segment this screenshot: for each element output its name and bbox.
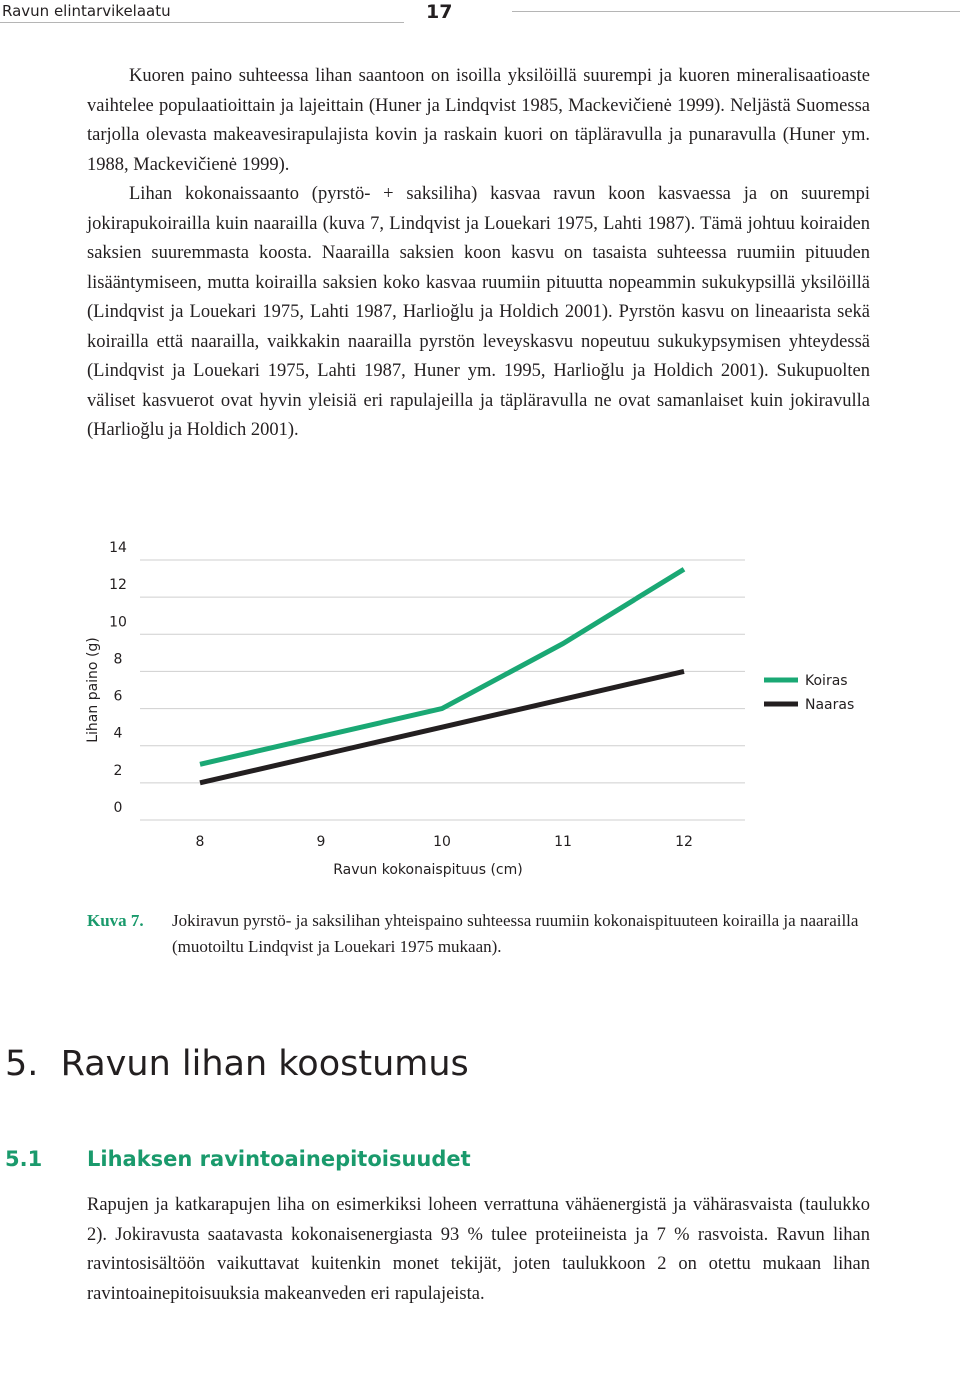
running-title: Ravun elintarvikelaatu	[2, 2, 171, 20]
x-tick-label: 11	[554, 834, 572, 850]
y-tick-label: 14	[109, 540, 127, 556]
y-tick-label: 6	[113, 688, 123, 705]
subsection-number: 5.1	[5, 1147, 43, 1171]
x-tick-label: 10	[433, 834, 451, 850]
y-tick-label: 12	[109, 577, 127, 594]
x-tick-label: 8	[195, 834, 205, 850]
page-header	[0, 0, 960, 30]
x-tick-labels	[196, 834, 693, 850]
y-tick-label: 2	[113, 762, 123, 779]
series-line-koiras	[200, 569, 684, 764]
legend-label: Naaras	[805, 697, 855, 713]
caption-text: Jokiravun pyrstö- ja saksilihan yhteispaino suhteessa ruumiin kokonaispituuteen koirailla ja naarailla (muotoiltu Lindqvist ja Louekari 1975 mukaan).	[172, 911, 859, 956]
legend-label: Koiras	[805, 673, 848, 689]
body-text-bottom	[87, 1191, 870, 1309]
line-chart	[0, 540, 960, 880]
header-rule-right	[512, 11, 960, 12]
section-title: Ravun lihan koostumus	[60, 1044, 469, 1084]
chart-series	[200, 569, 684, 783]
x-tick-label: 12	[675, 834, 693, 850]
x-axis-label: Ravun kokonaispituus (cm)	[333, 862, 523, 878]
y-tick-label: 8	[113, 651, 123, 668]
paragraph-1: Kuoren paino suhteessa lihan saantoon on isoilla yksilöillä suurempi ja kuoren mineralisaatioaste vaihtelee populaatioittain ja lajeittain (Huner ja Lindqvist 1985, Mackevičienė 1999). Neljästä Suomessa tarjolla olevasta makeavesirapulajista kovin ja raskain kuori on täpläravulla ja punaravulla (Huner ym. 1988, Mackevičienė 1999).	[87, 66, 870, 175]
body-text-top	[87, 62, 870, 446]
subsection-title: Lihaksen ravintoainepitoisuudet	[87, 1147, 471, 1171]
header-rule-left	[0, 22, 404, 23]
section-heading	[5, 1044, 469, 1084]
y-axis-label: Lihan paino (g)	[85, 637, 101, 743]
caption-label: Kuva 7.	[87, 911, 144, 930]
y-tick-label: 0	[113, 800, 123, 816]
y-tick-label: 10	[109, 614, 127, 631]
chart-grid	[140, 560, 745, 820]
y-tick-labels	[109, 540, 127, 816]
paragraph-2: Lihan kokonaissaanto (pyrstö- + saksiliha) kasvaa ravun koon kasvaessa ja on suurempi jokirapukoirailla kuin naarailla (kuva 7, Lindqvist ja Louekari 1975, Lahti 1987). Tämä johtuu koiraiden saksien suuremmasta koosta. Naarailla saksien koon kasvu on tasaista suhteessa ruumiin pituuden lisääntymiseen, mutta koirailla saksien koko kasvaa ruumiin pituutta nopeammin sukukypsillä yksilöillä (Lindqvist ja Louekari 1975, Lahti 1987, Harlioğlu ja Holdich 2001). Pyrstön kasvu on lineaarista sekä koirailla että naarailla, vaikkakin naarailla pyrstön leveyskasvu nopeutuu sukukypsymisen yhteydessä (Lindqvist ja Louekari 1975, Lahti 1987, Huner ym. 1995, Harlioğlu ja Holdich 2001). Sukupuolten väliset kasvuerot ovat hyvin yleisiä eri rapulajeilla ja täpläravulla ne ovat samanlaiset kuin jokiravulla (Harlioğlu ja Holdich 2001).	[87, 184, 870, 440]
chart-legend	[764, 673, 854, 713]
x-tick-label: 9	[316, 834, 326, 850]
y-tick-label: 4	[113, 725, 123, 742]
chart-svg	[0, 540, 960, 880]
section-number: 5.	[5, 1044, 39, 1084]
page-number: 17	[426, 1, 453, 23]
subsection-paragraph: Rapujen ja katkarapujen liha on esimerkiksi loheen verrattuna vähäenergistä ja vähärasvaista (taulukko 2). Jokiravusta saatavasta kokonaisenergiasta 93 % tulee proteiineista ja 7 % rasvoista. Ravun lihan ravintosisältöön vaikuttavat kuitenkin monet tekijät, joten taulukkoon 2 on otettu mukaan lihan ravintoainepitoisuuksia makeanveden eri rapulajeista.	[87, 1195, 870, 1304]
